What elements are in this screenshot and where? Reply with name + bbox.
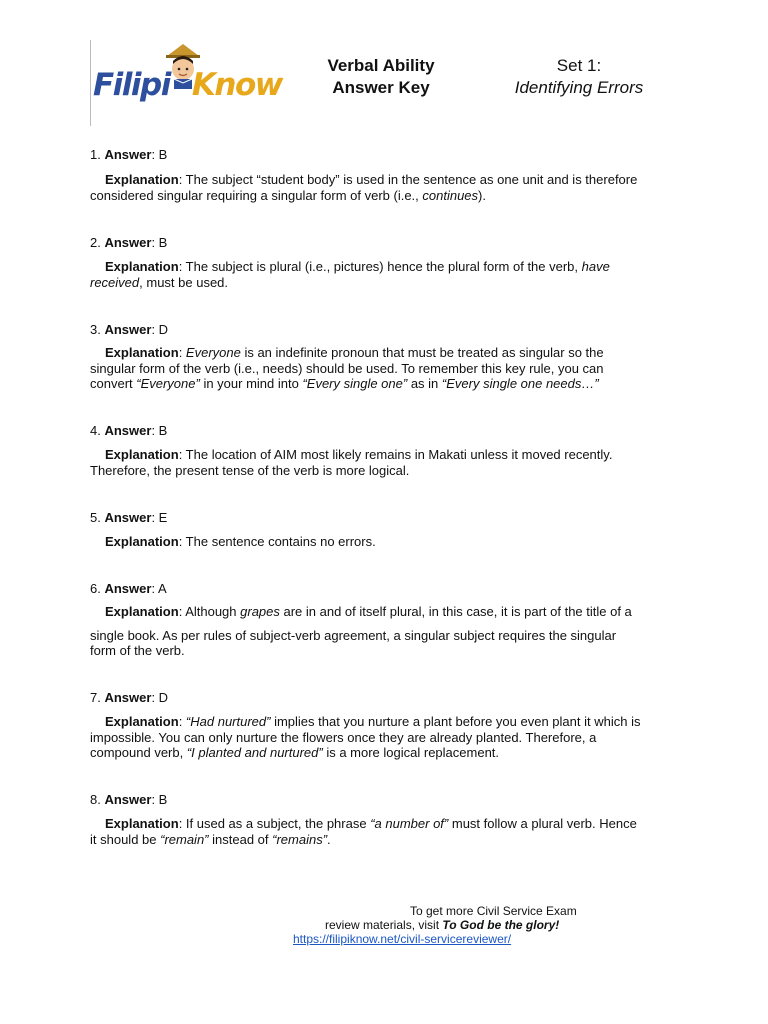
set-label: Set 1: (556, 56, 602, 75)
answer-value: : D (151, 690, 169, 705)
answer-value: : B (151, 792, 168, 807)
explanation-label: Explanation (105, 534, 179, 549)
item-number: 5. (90, 510, 101, 525)
answer-line (90, 423, 167, 439)
explanation: Explanation: The subject is plural (i.e., pictures) hence the plural form of the verb, have received, must be used. (90, 259, 610, 290)
answer-value: : B (151, 235, 168, 250)
explanation-label: Explanation (105, 447, 179, 462)
answer-line (90, 510, 167, 526)
item-number: 6. (90, 581, 101, 596)
item-number: 4. (90, 423, 101, 438)
answer-value: : B (151, 423, 168, 438)
answer-line (90, 322, 168, 338)
title-line2: Answer Key (332, 78, 430, 97)
logo-text-filipi: Filipi (93, 67, 170, 103)
footer-motto: To God be the glory! (442, 918, 560, 932)
explanation: Explanation: The sentence contains no errors. (105, 534, 376, 549)
answer-line (90, 792, 167, 808)
item-number: 8. (90, 792, 101, 807)
explanation-label: Explanation (105, 172, 179, 187)
explanation: Explanation: “Had nurtured” implies that you nurture a plant before you even plant it which is impossible. You can only nurture the flowers once they are already planted. Therefore, a compound verb, “I planted and nurtured” is a more logical replacement. (90, 714, 641, 760)
footer-line2: review materials, visit To God be the glory! (325, 918, 560, 932)
answer-label: Answer (104, 792, 152, 807)
answer-value: : B (151, 147, 168, 162)
explanation-label: Explanation (105, 259, 179, 274)
explanation: Explanation: The location of AIM most likely remains in Makati unless it moved recently. Therefore, the present tense of the verb is more logical. (90, 447, 613, 478)
footer-link[interactable]: https://filipiknow.net/civil-servicereviewer/ (293, 932, 512, 946)
answer-value: : D (151, 322, 169, 337)
logo-text-know: Know (191, 67, 282, 103)
logo-wordmark (93, 67, 282, 103)
answer-label: Answer (104, 235, 152, 250)
answer-label: Answer (104, 147, 152, 162)
set-topic: Identifying Errors (514, 78, 644, 97)
item-number: 1. (90, 147, 101, 162)
explanation-label: Explanation (105, 345, 179, 360)
explanation: Explanation: Everyone is an indefinite pronoun that must be treated as singular so the singular form of the verb (i.e., needs) should be used. To remember this key rule, you can convert “Everyone” in your mind into “Every single one” as in “Every single one needs…” (90, 345, 604, 391)
explanation-label: Explanation (105, 714, 179, 729)
title-line1: Verbal Ability (327, 56, 435, 75)
answer-label: Answer (104, 510, 152, 525)
explanation-label: Explanation (105, 816, 179, 831)
item-number: 7. (90, 690, 101, 705)
explanation-label: Explanation (105, 604, 179, 619)
footer-line1: To get more Civil Service Exam (410, 904, 577, 918)
explanation: Explanation: The subject “student body” is used in the sentence as one unit and is therefore considered singular requiring a singular form of verb (i.e., continues). (90, 172, 638, 203)
answer-label: Answer (104, 322, 152, 337)
answer-line (90, 147, 167, 163)
answer-line (90, 690, 168, 706)
answer-label: Answer (104, 423, 152, 438)
item-number: 2. (90, 235, 101, 250)
answer-line (90, 235, 167, 251)
answer-label: Answer (104, 581, 152, 596)
answer-value: : A (151, 581, 167, 596)
answer-line (90, 581, 167, 597)
item-number: 3. (90, 322, 101, 337)
logo (90, 40, 282, 126)
answer-value: : E (151, 510, 168, 525)
explanation: Explanation: Although grapes are in and of itself plural, in this case, it is part of the title of a single book. As per rules of subject-verb agreement, a singular subject requires the singular form of the verb. (90, 604, 632, 658)
answer-label: Answer (104, 690, 152, 705)
explanation: Explanation: If used as a subject, the phrase “a number of” must follow a plural verb. Hence it should be “remain” instead of “remains”. (90, 816, 637, 847)
